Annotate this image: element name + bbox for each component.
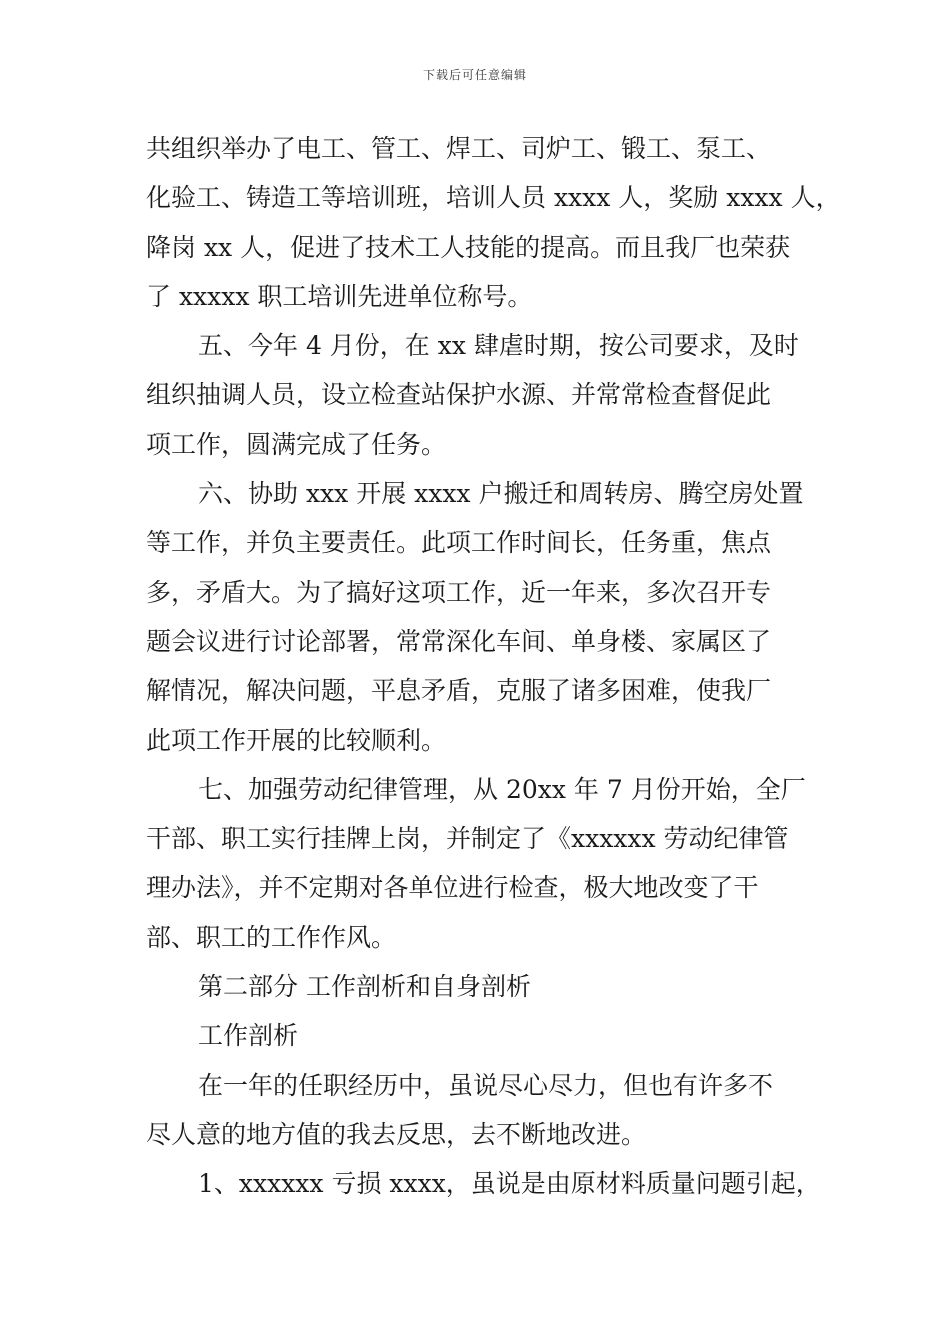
text-line: 1、xxxxxx 亏损 xxxx，虽说是由原材料质量问题引起， (198, 1169, 821, 1199)
text-line: 部、职工的工作作风。 (146, 922, 397, 952)
text-line: 此项工作开展的比较顺利。 (146, 725, 447, 755)
text-line: 六、协助 xxx 开展 xxxx 户搬迁和周转房、腾空房处置 (198, 479, 804, 509)
text-line: 了 xxxxx 职工培训先进单位称号。 (146, 281, 533, 311)
page-header-note: 下载后可任意编辑 (422, 68, 527, 82)
text-line: 组织抽调人员，设立检查站保护水源、并常常检查督促此 (146, 380, 772, 410)
text-line: 等工作，并负主要责任。此项工作时间长，任务重，焦点 (146, 528, 772, 558)
text-line: 题会议进行讨论部署，常常深化车间、单身楼、家属区了 (146, 626, 772, 656)
text-line: 项工作，圆满完成了任务。 (146, 429, 447, 459)
text-line: 理办法》，并不定期对各单位进行检查，极大地改变了干 (146, 873, 759, 903)
section-heading: 第二部分 工作剖析和自身剖析 (198, 972, 531, 1002)
text-line: 多，矛盾大。为了搞好这项工作，近一年来，多次召开专 (146, 577, 772, 607)
text-line: 共组织举办了电工、管工、焊工、司炉工、锻工、泵工、 (146, 134, 772, 163)
text-line: 七、加强劳动纪律管理，从 20xx 年 7 月份开始，全厂 (198, 774, 806, 804)
document-body (146, 124, 841, 1209)
text-line: 化验工、铸造工等培训班，培训人员 xxxx 人，奖励 xxxx 人， (146, 183, 841, 213)
text-line: 降岗 xx 人，促进了技术工人技能的提高。而且我厂也荣获 (146, 232, 791, 262)
text-line: 干部、职工实行挂牌上岗，并制定了《xxxxxx 劳动纪律管 (146, 824, 789, 854)
text-line: 五、今年 4 月份，在 xx 肆虐时期，按公司要求，及时 (198, 331, 799, 361)
text-line: 在一年的任职经历中，虽说尽心尽力，但也有许多不 (198, 1070, 774, 1100)
text-line: 解情况，解决问题，平息矛盾，克服了诸多困难，使我厂 (146, 676, 772, 706)
text-line: 尽人意的地方值的我去反思，去不断地改进。 (146, 1119, 647, 1149)
subsection-heading: 工作剖析 (198, 1021, 299, 1051)
